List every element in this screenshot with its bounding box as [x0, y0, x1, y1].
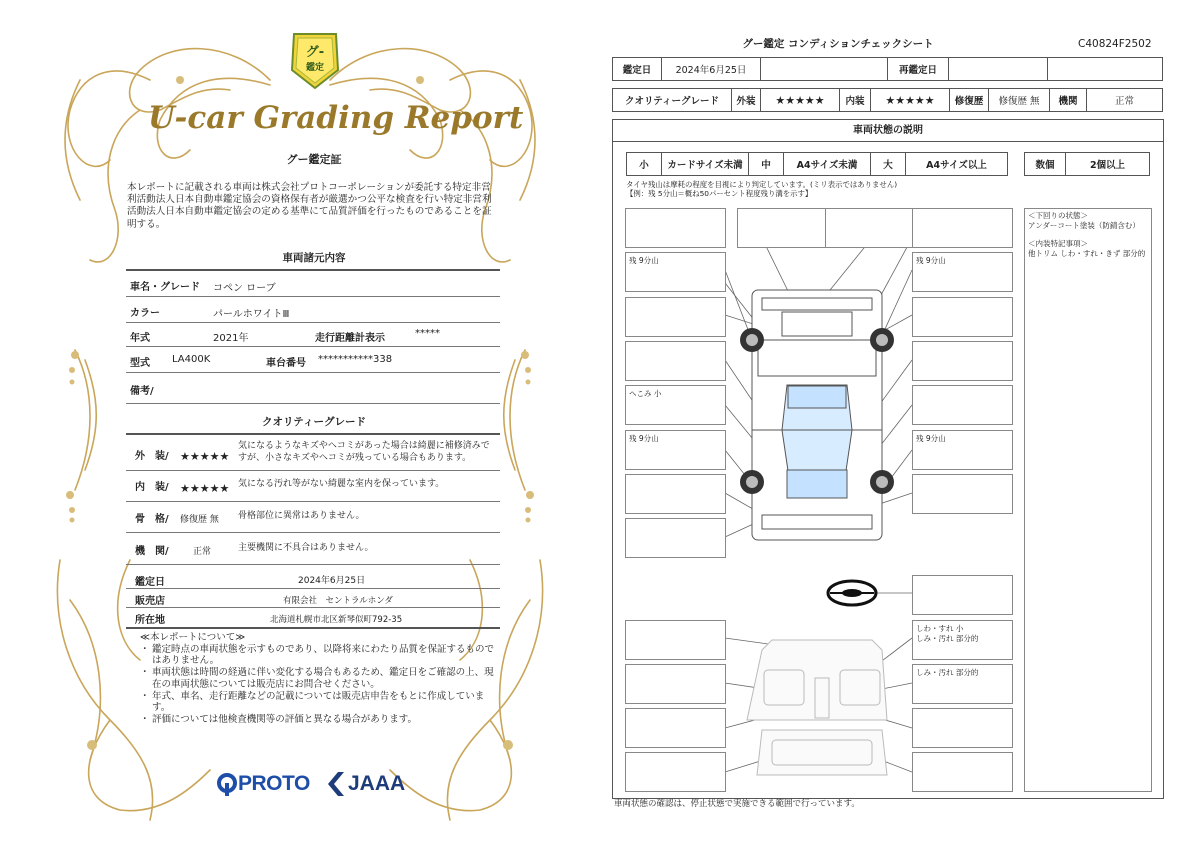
- comment-box: [625, 752, 726, 792]
- location-label: 所在地: [135, 615, 165, 626]
- count-legend: [1024, 152, 1150, 176]
- jaaa-logo-icon: [326, 770, 346, 798]
- notes-under-title: ＜下回りの状態＞: [1028, 211, 1088, 220]
- car-name-label: 車名・グレード: [130, 282, 200, 293]
- odometer-value: *****: [415, 328, 440, 339]
- steering-wheel-icon: [828, 581, 876, 605]
- comment-text: 残 9分山: [916, 256, 946, 265]
- interior-stars: ★★★★★: [180, 482, 230, 495]
- repair-history-label: 修復歴: [950, 89, 989, 112]
- reappraisal-label: 再鑑定日: [888, 58, 949, 81]
- notes-under-value: アンダーコート塗装（防錆含む）: [1028, 220, 1140, 230]
- comment-box: [912, 385, 1013, 425]
- car-name-value: コペン ローブ: [213, 283, 276, 294]
- legend-small-desc: カードサイズ未満: [662, 153, 749, 176]
- comment-text: 残 9分山: [629, 256, 659, 265]
- comment-text: 残 9分山: [916, 434, 946, 443]
- model-label: 型式: [130, 358, 150, 369]
- notes-interior-value: 他トリム しわ・すれ・きず 部分的: [1028, 248, 1146, 258]
- interior-grade: ★★★★★: [871, 89, 950, 112]
- dealer-label: 販売店: [135, 596, 165, 607]
- note-item: ・ 鑑定時点の車両状態を示すものであり、以降将来にわたり品質を保証するものではありません。: [140, 643, 495, 667]
- quality-title: クオリティーグレード: [262, 416, 366, 428]
- sheet-footer-note: 車両状態の確認は、停止状態で実施できる範囲で行っています。: [614, 799, 860, 809]
- note-item: ・ 年式、車名、走行距離などの記載については販売店申告をもとに作成しています。: [140, 690, 485, 714]
- remarks-label: 備考/: [130, 386, 154, 397]
- special-notes-text: [1028, 211, 1145, 258]
- comment-text: [916, 624, 978, 643]
- divider: [126, 607, 500, 608]
- comment-box: [625, 518, 726, 558]
- divider: [126, 564, 500, 565]
- legend-small: 小: [627, 153, 662, 176]
- comment-box: [625, 474, 726, 514]
- engine-label: 機関: [1050, 89, 1087, 112]
- comment-box: [912, 752, 1013, 792]
- goo-appraisal-badge: [288, 30, 342, 92]
- exterior-label: 外 装/: [135, 451, 169, 462]
- interior-label: 内装: [840, 89, 871, 112]
- exterior-stars: ★★★★★: [180, 450, 230, 463]
- year-value: 2021年: [213, 333, 249, 344]
- exterior-grade: ★★★★★: [761, 89, 840, 112]
- repair-history-value: 修復歴 無: [989, 89, 1050, 112]
- chassis-value: ***********338: [318, 354, 393, 365]
- legend-large-desc: A4サイズ以上: [906, 153, 1008, 176]
- comment-box: [625, 620, 726, 660]
- engine-value: 正常: [193, 547, 212, 557]
- frame-description: 骨格部位に異常はありません。: [238, 511, 365, 521]
- comment-box-front-left-tyre: [625, 252, 726, 292]
- certificate-heading: グー鑑定証: [286, 153, 342, 166]
- divider: [126, 372, 500, 373]
- report-notes: [140, 632, 500, 726]
- comment-box: [912, 208, 1013, 248]
- grade-table: [612, 88, 1163, 112]
- comment-text: へこみ 小: [629, 389, 662, 398]
- note-item: ・ 評価については他検査機関等の評価と異なる場合があります。: [140, 713, 418, 725]
- sheet-title: グー鑑定 コンディションチェックシート: [742, 38, 934, 50]
- chassis-label: 車台番号: [266, 358, 306, 369]
- comment-box-interior-1: [912, 620, 1013, 660]
- proto-logo-icon: [217, 773, 237, 797]
- exterior-label: 外装: [732, 89, 761, 112]
- jaaa-logo: JAAA: [348, 772, 406, 795]
- comment-box: [625, 208, 726, 248]
- comment-line: しみ・汚れ 部分的: [916, 633, 979, 643]
- comment-box-rear-right-tyre: [912, 430, 1013, 470]
- legend-count: 数個: [1025, 153, 1066, 176]
- frame-label: 骨 格/: [135, 514, 169, 525]
- proto-logo: PROTO: [238, 772, 310, 795]
- divider: [126, 269, 500, 271]
- comment-box: [625, 708, 726, 748]
- specs-title: 車両諸元内容: [282, 252, 346, 264]
- frame-value: 修復歴 無: [180, 515, 219, 525]
- comment-box: [737, 208, 838, 248]
- comment-line: しわ・すれ 小: [916, 624, 964, 633]
- engine-value: 正常: [1087, 89, 1163, 112]
- divider: [126, 433, 500, 435]
- engine-description: 主要機関に不具合はありません。: [238, 543, 374, 553]
- certificate-intro: 本レポートに記載される車両は株式会社プロトコーポレーションが委託する特定非営利活動法人日本自動車鑑定協会の資格保有者が厳選かつ公平な検査を行い特定非営利活動法人日本自動車鑑定協会の定める基準にて品質評価を行ったものであることを証明する。: [127, 182, 492, 230]
- comment-box: [912, 297, 1013, 337]
- comment-box-rear-left-tyre: [625, 430, 726, 470]
- empty-cell: [761, 58, 888, 81]
- tyre-note-line: タイヤ残山は摩耗の程度を目視により判定しています。(ミリ表示ではありません): [626, 180, 898, 189]
- comment-box-front-right-tyre: [912, 252, 1013, 292]
- comment-box: [912, 474, 1013, 514]
- legend-medium-desc: A4サイズ未満: [784, 153, 871, 176]
- notes-title: ≪本レポートについて≫: [140, 632, 246, 643]
- comment-box: [912, 575, 1013, 615]
- tyre-note: [626, 180, 897, 199]
- notes-interior-title: ＜内装特記事項＞: [1028, 239, 1088, 249]
- legend-medium: 中: [749, 153, 784, 176]
- divider: [126, 403, 500, 404]
- date-label: 鑑定日: [613, 58, 662, 81]
- comment-box: [912, 341, 1013, 381]
- comment-box: [625, 341, 726, 381]
- divider: [126, 501, 500, 502]
- sheet-code: C40824F2502: [1078, 38, 1152, 50]
- condition-title: 車両状態の説明: [612, 119, 1164, 142]
- comment-text: しみ・汚れ 部分的: [916, 668, 979, 677]
- appraisal-date-value: 2024年6月25日: [298, 576, 366, 586]
- empty-cell: [949, 58, 1048, 81]
- date-value: 2024年6月25日: [662, 58, 761, 81]
- divider: [126, 588, 500, 589]
- divider: [126, 346, 500, 347]
- comment-box-interior-2: [912, 664, 1013, 704]
- svg-text:鑑定: 鑑定: [305, 63, 325, 73]
- comment-box: [825, 208, 926, 248]
- color-value: パールホワイトⅢ: [213, 309, 290, 320]
- comment-text: 残 9分山: [629, 434, 659, 443]
- comment-box-dent: [625, 385, 726, 425]
- model-value: LA400K: [172, 354, 211, 365]
- legend-large: 大: [871, 153, 906, 176]
- date-table: [612, 57, 1163, 81]
- size-legend: [626, 152, 1008, 176]
- note-item: ・ 車両状態は時間の経過に伴い変化する場合もあるため、鑑定日をご確認の上、現在の車両状態については販売店にお問合せください。: [140, 667, 494, 690]
- interior-description: 気になる汚れ等がない綺麗な室内を保っています。: [238, 479, 445, 489]
- special-notes-box: [1024, 208, 1152, 792]
- legend-count-desc: 2個以上: [1066, 153, 1150, 176]
- comment-box: [625, 297, 726, 337]
- dealer-value: 有限会社 セントラルホンダ: [283, 596, 393, 606]
- color-label: カラー: [130, 308, 160, 319]
- exterior-description: 気になるようなキズやヘコミがあった場合は綺麗に補修済みですが、小さなキズやヘコミが残っている場合もあります。: [238, 441, 490, 463]
- comment-box: [912, 708, 1013, 748]
- location-value: 北海道札幌市北区新琴似町792-35: [270, 615, 403, 625]
- divider: [126, 470, 500, 471]
- divider: [126, 532, 500, 533]
- divider: [126, 296, 500, 297]
- tyre-note-line: 【例：残 5分山＝概ね50パーセント程度残り溝を示す】: [626, 189, 813, 199]
- report-script-title: U-car Grading Report: [148, 100, 524, 136]
- divider: [126, 627, 500, 629]
- quality-grade-label: クオリティーグレード: [613, 89, 732, 112]
- comment-box: [625, 664, 726, 704]
- year-label: 年式: [130, 333, 150, 344]
- divider: [126, 322, 500, 323]
- svg-text:グ-: グ-: [305, 45, 325, 60]
- interior-label: 内 装/: [135, 482, 169, 493]
- appraisal-date-label: 鑑定日: [135, 577, 165, 588]
- engine-label: 機 関/: [135, 546, 169, 557]
- empty-cell: [1048, 58, 1163, 81]
- odometer-label: 走行距離計表示: [315, 333, 385, 344]
